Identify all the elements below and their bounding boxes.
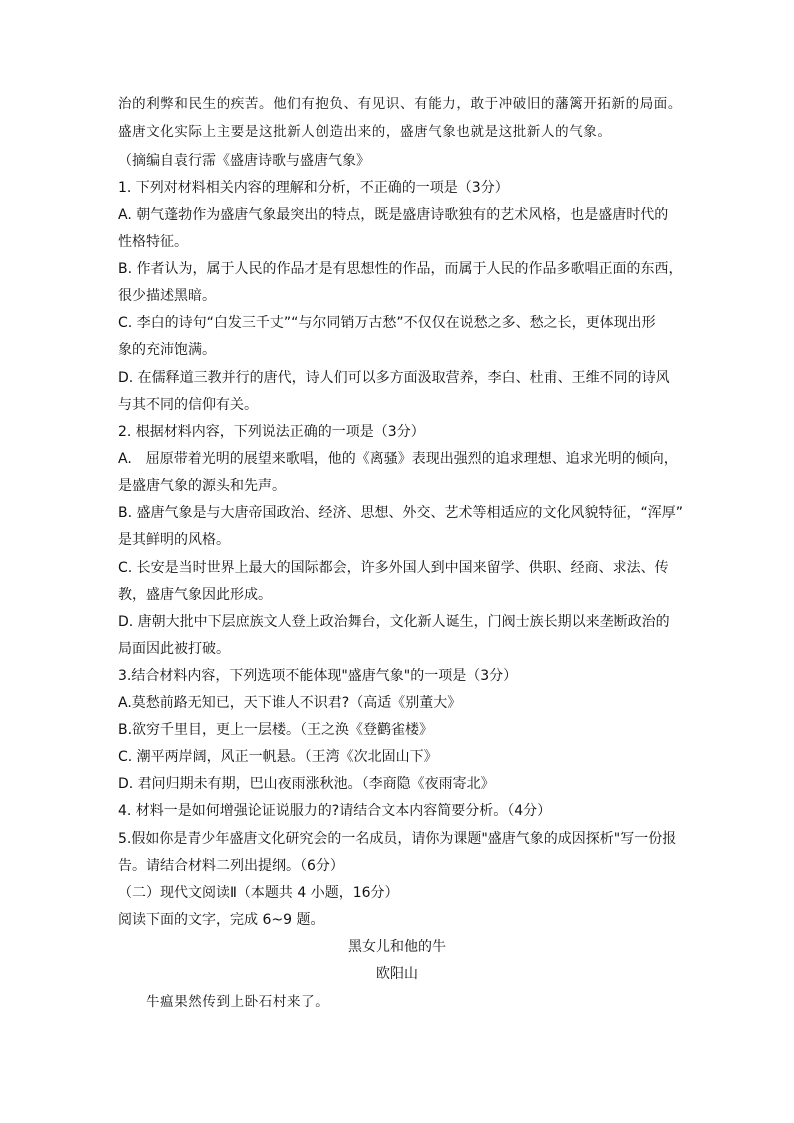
q1-option-a-line2: 性格特征。 bbox=[118, 234, 188, 250]
question-5-line1: 5.假如你是青少年盛唐文化研究会的一名成员，请你为课题"盛唐气象的成因探析"写一份报 bbox=[118, 831, 677, 847]
q1-option-a-line1: A. 朝气蓬勃作为盛唐气象最突出的特点，既是盛唐诗歌独有的艺术风格，也是盛唐时代的 bbox=[118, 207, 669, 223]
q2-option-c-line2: 教，盛唐气象因此形成。 bbox=[118, 587, 272, 603]
intro-line-2: 盛唐文化实际上主要是这批新人创造出来的，盛唐气象也就是这批新人的气象。 bbox=[118, 124, 612, 140]
q2-option-a-line1: A. 屈原带着光明的展望来歌唱，他的《离骚》表现出强烈的追求理想、追求光明的倾向， bbox=[118, 451, 678, 467]
question-5-line2: 告。请结合材料二列出提纲。（6分） bbox=[118, 858, 344, 874]
q2-option-d-line1: D. 唐朝大批中下层庶族文人登上政治舞台，文化新人诞生，门阀士族长期以来垄断政治的 bbox=[118, 614, 670, 630]
q3-option-a: A.莫愁前路无知已，天下谁人不识君?（高适《别董大》 bbox=[118, 695, 462, 711]
story-author: 欧阳山 bbox=[376, 966, 418, 982]
q1-option-b-line2: 很少描述黑暗。 bbox=[118, 288, 216, 304]
question-1-stem: 1. 下列对材料相关内容的理解和分析，不正确的一项是（3分） bbox=[118, 180, 509, 196]
intro-line-1: 治的利弊和民生的疾苦。他们有抱负、有见识、有能力，敢于冲破旧的藩篱开拓新的局面。 bbox=[118, 96, 682, 112]
story-first-line: 牛瘟果然传到上卧石村来了。 bbox=[146, 994, 330, 1010]
q2-option-a-line2: 是盛唐气象的源头和先声。 bbox=[118, 478, 286, 494]
source-citation: （摘编自袁行霈《盛唐诗歌与盛唐气象》 bbox=[118, 153, 370, 169]
q2-option-c-line1: C. 长安是当时世界上最大的国际都会，许多外国人到中国来留学、供职、经商、求法、传 bbox=[118, 560, 669, 576]
q2-option-b-line1: B. 盛唐气象是与大唐帝国政治、经济、思想、外交、艺术等相适应的文化风貌特征，“浑厚” bbox=[118, 505, 684, 521]
q3-option-d: D. 君问归期未有期，巴山夜雨涨秋池。（李商隐《夜雨寄北》 bbox=[118, 776, 495, 792]
q1-option-d-line1: D. 在儒释道三教并行的唐代，诗人们可以多方面汲取营养，李白、杜甫、王维不同的诗风 bbox=[118, 370, 670, 386]
q3-option-b: B.欲穷千里目，更上一层楼。（王之涣《登鹳雀楼》 bbox=[118, 722, 434, 738]
q1-option-c-line2: 象的充沛饱满。 bbox=[118, 342, 216, 358]
q2-option-d-line2: 局面因此被打破。 bbox=[118, 641, 230, 657]
q2-option-b-line2: 是其鲜明的风格。 bbox=[118, 532, 230, 548]
story-title: 黑女儿和他的牛 bbox=[348, 939, 446, 955]
question-4: 4. 材料一是如何增强论证说服力的?请结合文本内容简要分析。（4分） bbox=[118, 803, 552, 819]
q3-option-c: C. 潮平两岸阔，风正一帆悬。（王湾《次北固山下》 bbox=[118, 749, 438, 765]
question-3-stem: 3.结合材料内容，下列选项不能体现"盛唐气象"的一项是（3分） bbox=[118, 668, 518, 684]
question-2-stem: 2. 根据材料内容，下列说法正确的一项是（3分） bbox=[118, 424, 425, 440]
section-heading: （二）现代文阅读Ⅱ（本题共 4 小题，16分） bbox=[118, 885, 399, 901]
q1-option-b-line1: B. 作者认为，属于人民的作品才是有思想性的作品，而属于人民的作品多歌唱正面的东西， bbox=[118, 261, 683, 277]
q1-option-c-line1: C. 李白的诗句“白发三千丈”“与尔同销万古愁”不仅仅在说愁之多、愁之长，更体现出形 bbox=[118, 315, 656, 331]
q1-option-d-line2: 与其不同的信仰有关。 bbox=[118, 397, 258, 413]
reading-instruction: 阅读下面的文字，完成 6~9 题。 bbox=[118, 912, 325, 928]
